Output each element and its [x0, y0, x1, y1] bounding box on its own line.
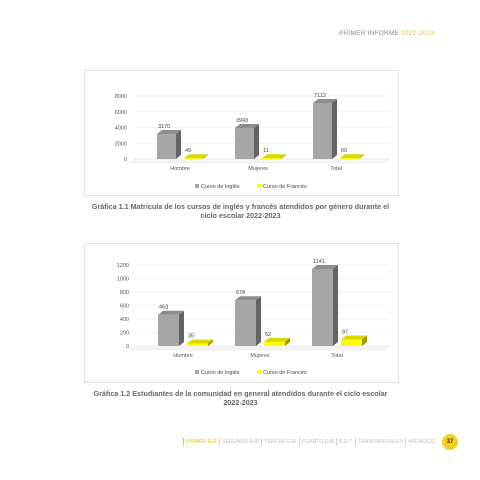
y-tick-label: 1000 — [116, 276, 129, 283]
bar-side — [254, 124, 259, 159]
x-tick-label: Hombre — [170, 166, 190, 172]
y-tick-label: 600 — [119, 303, 129, 310]
x-tick-label: Hombre — [173, 353, 193, 359]
data-label: 678 — [236, 290, 246, 297]
legend-label: Curso de Francés — [263, 184, 307, 190]
bar-frances — [264, 338, 290, 346]
data-label: 49 — [185, 148, 192, 155]
legend-label: Curso de Inglés — [201, 370, 240, 376]
bar-frances — [187, 340, 213, 346]
y-tick-label: 8000 — [114, 94, 127, 100]
bar-ingles — [235, 296, 261, 346]
bar-front — [158, 315, 179, 346]
bar-front — [264, 342, 285, 346]
chart-2-svg — [85, 244, 398, 382]
y-tick-label: 6000 — [114, 109, 127, 116]
bar-ingles — [158, 311, 184, 346]
bar-front — [235, 300, 256, 346]
page-number: 37 — [442, 434, 458, 450]
bar-side — [332, 99, 337, 159]
y-tick-label: 200 — [119, 330, 129, 337]
data-label: 60 — [341, 148, 348, 155]
bar-ingles — [313, 99, 337, 159]
header-title: PRIMER INFORME — [339, 30, 400, 37]
chart-1-caption: Gráfica 1.1 Matrícula de los cursos de inglés y francés atendidos por género durante el ciclo escolar 2022-2023 — [91, 202, 390, 220]
x-tick-label: Mujeres — [248, 166, 268, 172]
bar-front — [312, 269, 333, 346]
nav-cuarto-eje[interactable]: CUARTO EJE — [299, 438, 337, 446]
bar-front — [157, 134, 176, 159]
bar-front — [340, 158, 359, 159]
legend-label: Curso de Francés — [263, 370, 307, 376]
data-label: 7113 — [314, 92, 326, 99]
chart-1-svg — [85, 71, 398, 195]
data-label: 463 — [159, 304, 169, 311]
bar-frances — [340, 154, 364, 159]
bar-frances — [262, 154, 286, 159]
bar-front — [262, 158, 281, 159]
data-label: 62 — [265, 331, 272, 338]
x-tick-label: Mujeres — [250, 353, 270, 359]
nav-eet[interactable]: E.E.T. — [336, 438, 355, 446]
data-label: 35 — [188, 333, 195, 340]
y-tick-label: 0 — [123, 157, 127, 163]
legend-swatch — [257, 370, 261, 374]
legend — [195, 184, 307, 190]
data-label: 3943 — [236, 117, 249, 124]
header-year: 2022-2023 — [401, 30, 434, 37]
footer-nav — [183, 437, 437, 447]
nav-primer-eje[interactable]: PRIMER EJE — [183, 438, 219, 446]
bar-ingles — [312, 265, 338, 346]
bar-front — [313, 103, 332, 159]
y-tick-label: 4000 — [114, 125, 127, 132]
bar-side — [179, 311, 184, 346]
legend-label: Curso de Inglés — [201, 184, 240, 190]
legend-swatch — [257, 184, 261, 188]
y-tick-label: 2000 — [114, 141, 127, 148]
x-tick-label: Total — [331, 353, 343, 359]
chart-2-caption: Gráfica 1.2 Estudiantes de la comunidad en general atendidos durante el ciclo escolar 2022-2023 — [93, 389, 388, 407]
bar-side — [176, 130, 181, 159]
bar-ingles — [235, 124, 259, 159]
legend — [195, 370, 307, 376]
nav-apendice[interactable]: APENDICE — [405, 438, 437, 446]
bar-front — [187, 344, 208, 346]
y-tick-label: 0 — [125, 344, 129, 350]
nav-transversales[interactable]: TRANSVERSALES — [355, 438, 405, 446]
data-label: 3170 — [158, 124, 171, 131]
chart-community-students — [84, 243, 399, 383]
bar-ingles — [157, 130, 181, 159]
data-label: 97 — [342, 329, 349, 336]
bar-side — [333, 265, 338, 346]
y-tick-label: 800 — [119, 290, 129, 296]
chart-enrollment-by-gender — [84, 70, 399, 196]
bar-side — [256, 296, 261, 346]
data-label: 1141 — [313, 258, 325, 265]
y-tick-label: 1200 — [116, 263, 129, 269]
page-header — [339, 30, 434, 37]
bar-front — [235, 128, 254, 159]
y-tick-label: 400 — [119, 317, 129, 323]
chart-floor — [129, 346, 390, 350]
bar-front — [184, 158, 203, 159]
legend-swatch — [195, 370, 199, 374]
legend-swatch — [195, 184, 199, 188]
chart-floor — [129, 159, 390, 163]
x-tick-label: Total — [330, 166, 342, 172]
bar-frances — [184, 154, 208, 159]
nav-tercer-eje[interactable]: TERCER EJE — [261, 438, 298, 446]
nav-segundo-eje[interactable]: SEGUNDO EJE — [219, 438, 261, 446]
data-label: 11 — [263, 148, 269, 155]
bar-frances — [341, 335, 367, 346]
bar-front — [341, 339, 362, 346]
